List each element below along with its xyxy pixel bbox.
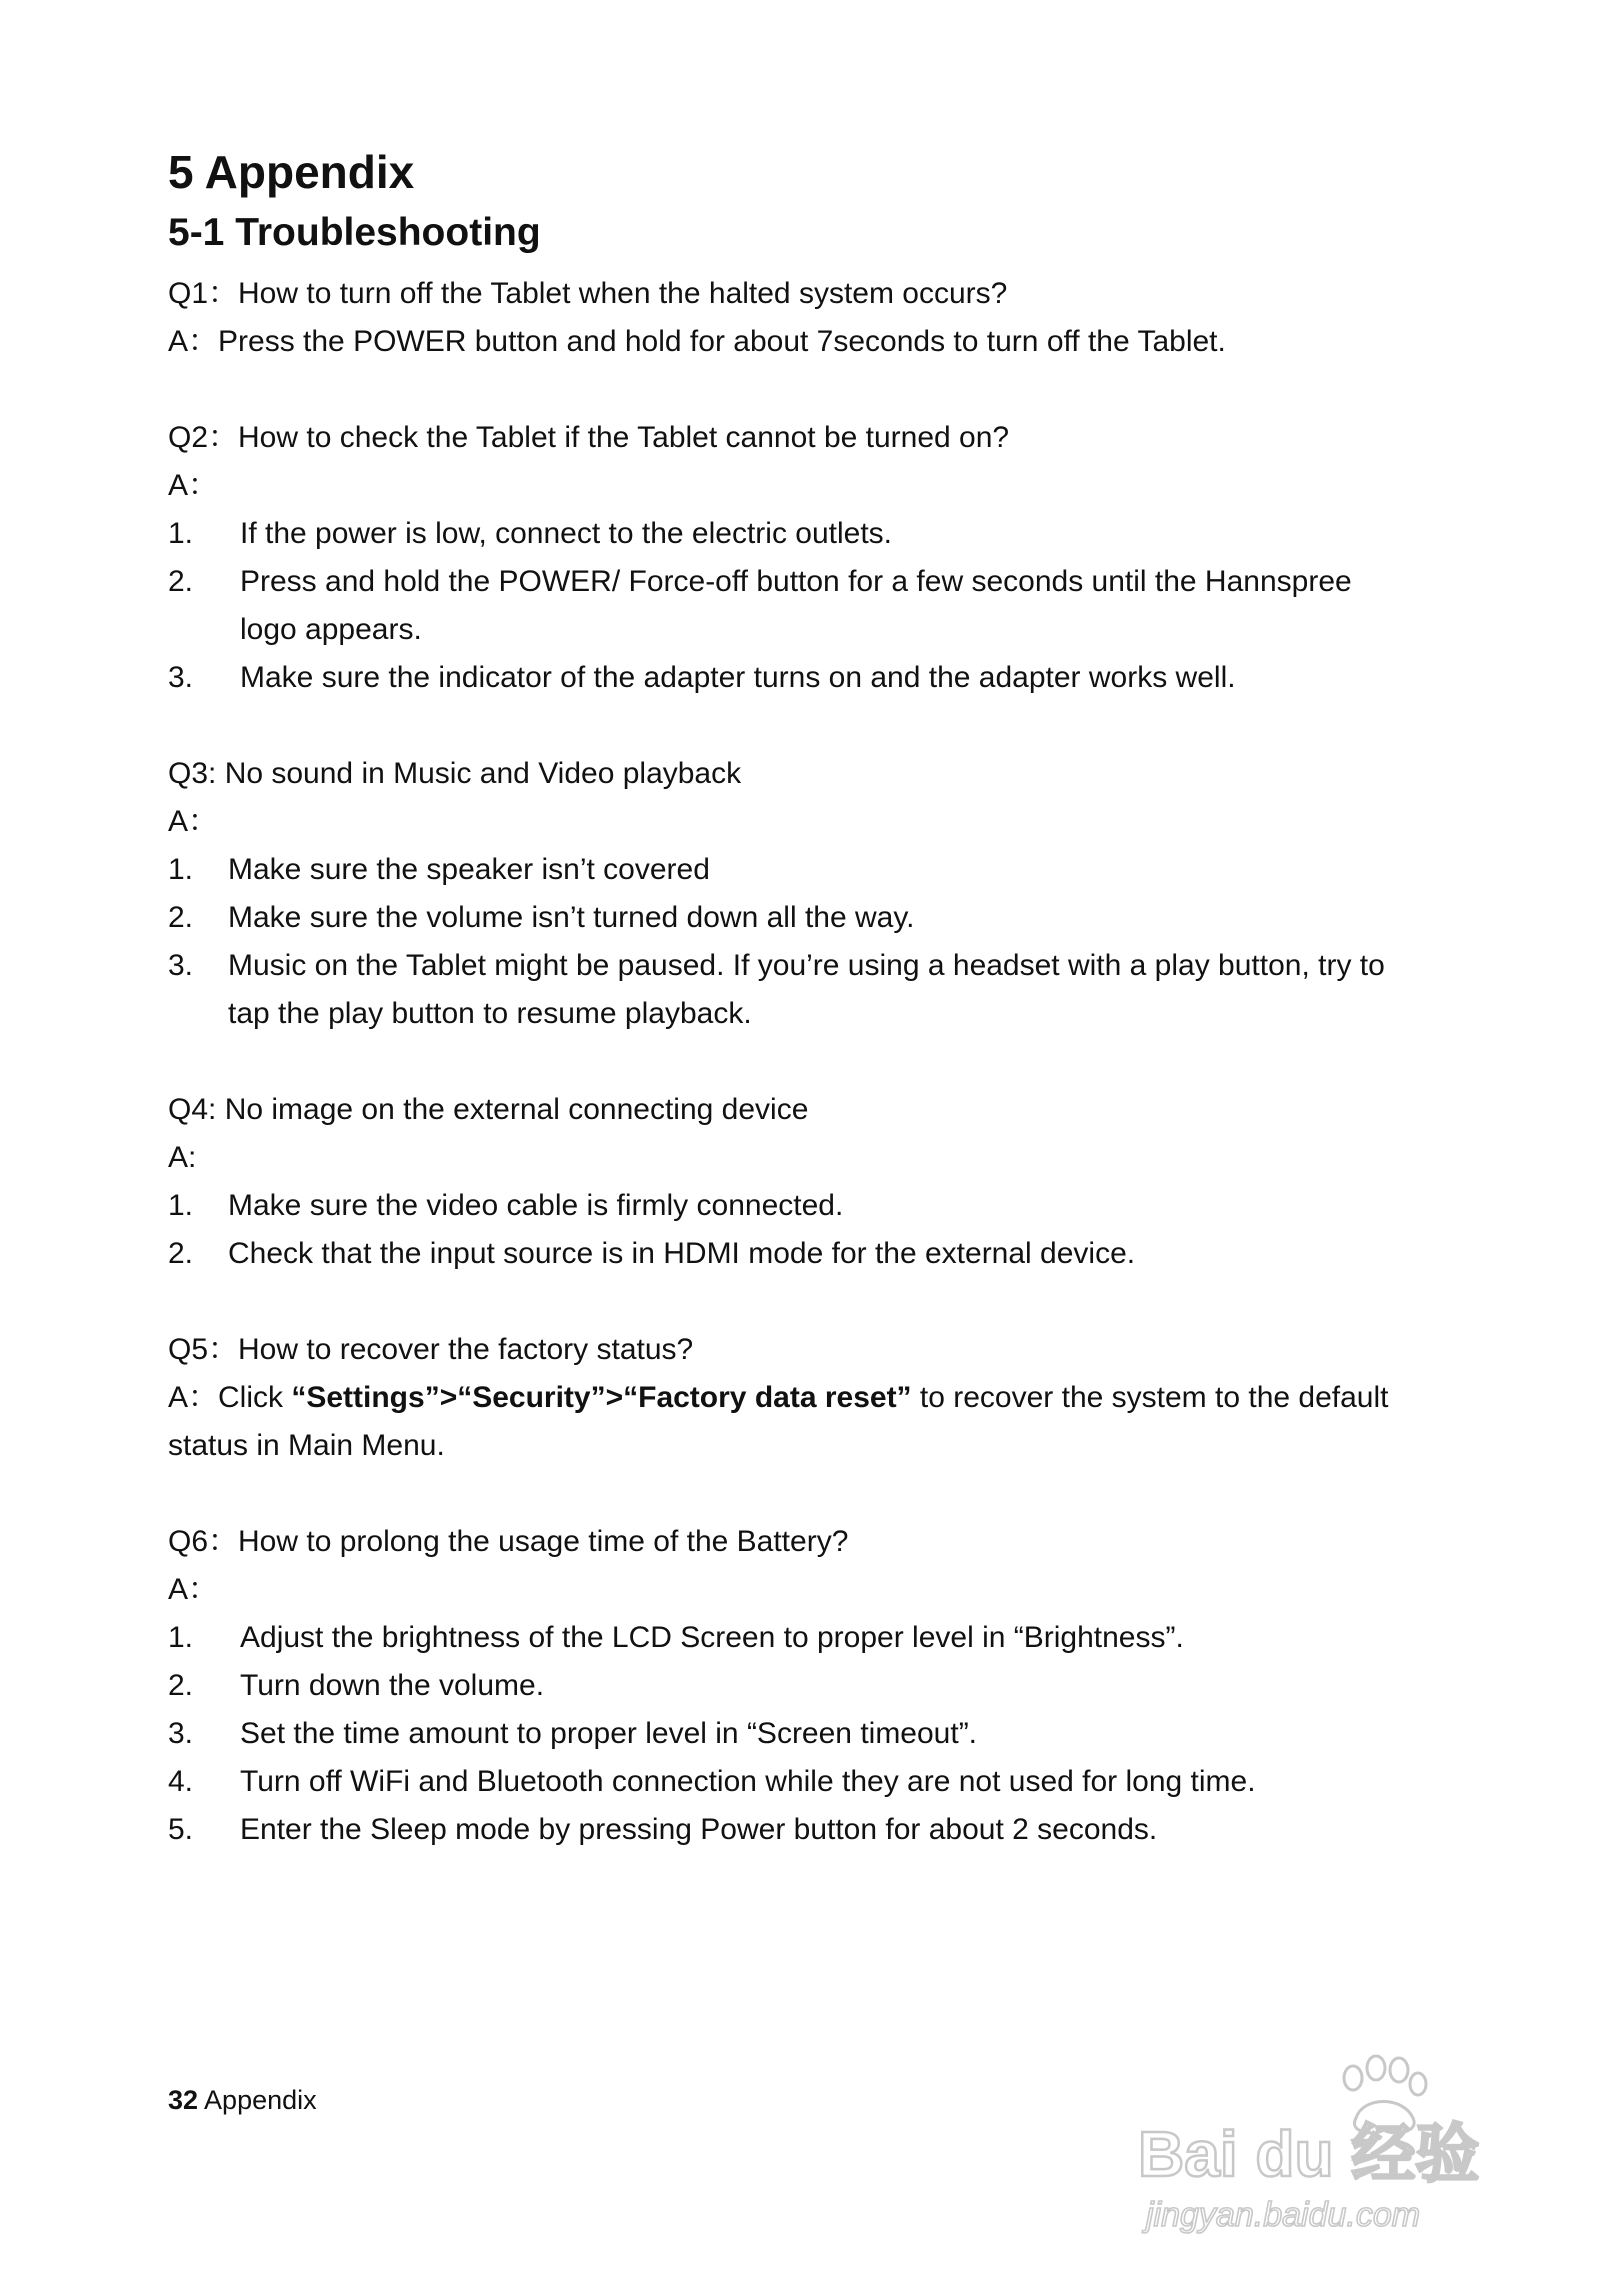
list-number: 3.	[168, 661, 194, 694]
list-item	[168, 1758, 1448, 1806]
list-text: Press and hold the POWER/ Force-off button for a few seconds until the Hannspree logo appears.	[240, 565, 1352, 646]
list-number: 2.	[168, 901, 194, 934]
list-text: Make sure the volume isn’t turned down all the way.	[228, 901, 915, 934]
list-item	[168, 510, 1448, 558]
footer-section: Appendix	[204, 2085, 317, 2115]
list-number: 1.	[168, 853, 194, 886]
q2-question: Q2：How to check the Tablet if the Tablet cannot be turned on?	[168, 421, 1010, 454]
list-text: Adjust the brightness of the LCD Screen to proper level in “Brightness”.	[240, 1621, 1184, 1654]
page-footer	[168, 2082, 317, 2118]
q3-answer-label: A：	[168, 805, 219, 838]
list-item	[168, 1182, 1448, 1230]
chapter-heading: 5 Appendix	[168, 146, 415, 198]
list-number: 2.	[168, 565, 194, 598]
list-text: Make sure the speaker isn’t covered	[228, 853, 710, 886]
q3-question: Q3: No sound in Music and Video playback	[168, 757, 742, 790]
list-number: 1.	[168, 1621, 194, 1654]
list-text: Check that the input source is in HDMI mode for the external device.	[228, 1237, 1136, 1270]
list-number: 1.	[168, 517, 194, 550]
list-text: Turn down the volume.	[240, 1669, 545, 1702]
document-page	[168, 140, 1448, 1854]
list-item	[168, 1806, 1448, 1854]
q5-answer-prefix: A：Click	[168, 1381, 292, 1414]
page-number: 32	[168, 2085, 199, 2115]
list-number: 2.	[168, 1669, 194, 1702]
list-number: 2.	[168, 1237, 194, 1270]
list-text: Make sure the indicator of the adapter turns on and the adapter works well.	[240, 661, 1236, 694]
list-number: 3.	[168, 949, 194, 982]
list-item	[168, 942, 1448, 1038]
list-text: Enter the Sleep mode by pressing Power button for about 2 seconds.	[240, 1813, 1158, 1846]
list-item	[168, 1710, 1448, 1758]
watermark-url: jingyan.baidu.com	[1146, 2196, 1421, 2234]
list-item	[168, 894, 1448, 942]
list-item	[168, 558, 1448, 654]
baidu-watermark-logo	[1128, 2038, 1508, 2238]
list-text: Make sure the video cable is firmly connected.	[228, 1189, 844, 1222]
list-text: Turn off WiFi and Bluetooth connection while they are not used for long time.	[240, 1765, 1256, 1798]
list-number: 3.	[168, 1717, 194, 1750]
q6-question: Q6：How to prolong the usage time of the Battery?	[168, 1525, 849, 1558]
q5-question: Q5：How to recover the factory status?	[168, 1333, 694, 1366]
list-item	[168, 654, 1448, 702]
list-number: 4.	[168, 1765, 194, 1798]
watermark-brand: Bai du 经验	[1138, 2118, 1480, 2190]
list-text: If the power is low, connect to the electric outlets.	[240, 517, 893, 550]
list-text: Music on the Tablet might be paused. If you’re using a headset with a play button, try to tap the play button to resume playback.	[228, 949, 1385, 1030]
q1-question: Q1：How to turn off the Tablet when the halted system occurs?	[168, 277, 1008, 310]
list-item	[168, 1230, 1448, 1278]
section-heading: 5-1 Troubleshooting	[168, 211, 541, 254]
list-number: 1.	[168, 1189, 194, 1222]
q2-answer-label: A：	[168, 469, 219, 502]
list-item	[168, 846, 1448, 894]
list-number: 5.	[168, 1813, 194, 1846]
list-item	[168, 1614, 1448, 1662]
q1-answer: A：Press the POWER button and hold for about 7seconds to turn off the Tablet.	[168, 325, 1226, 358]
q5-answer-suffix: to recover the system to the default status in Main Menu.	[168, 1381, 1389, 1462]
list-text: Set the time amount to proper level in “Screen timeout”.	[240, 1717, 978, 1750]
q5-answer	[168, 1374, 1448, 1470]
q6-answer-label: A：	[168, 1573, 219, 1606]
list-item	[168, 1662, 1448, 1710]
q5-settings-path: “Settings”>“Security”>“Factory data reset”	[291, 1381, 912, 1414]
q4-question: Q4: No image on the external connecting device	[168, 1093, 809, 1126]
q4-answer-label: A:	[168, 1141, 197, 1174]
